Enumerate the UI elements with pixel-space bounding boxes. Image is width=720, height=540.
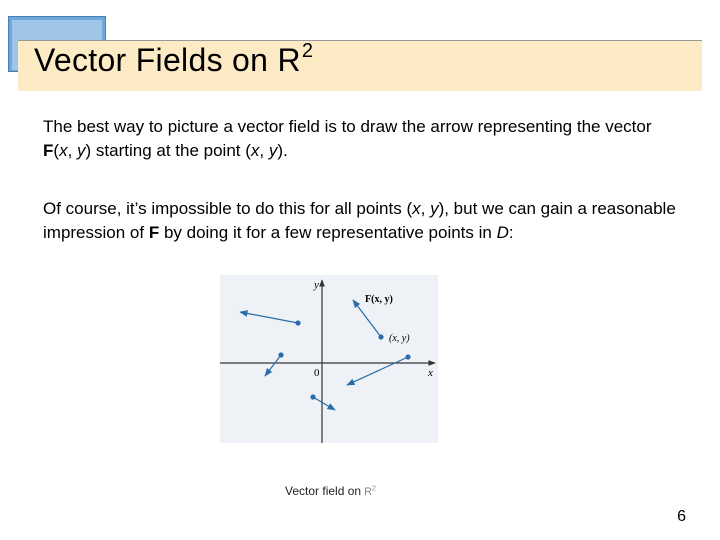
caption-exponent: 2 (372, 485, 376, 493)
p2-text-mid2: by doing it for a few representative points in (159, 223, 497, 242)
paragraph-2 (43, 197, 683, 245)
caption-r-symbol: R (364, 486, 373, 498)
p2-var-y: y (430, 199, 439, 218)
p1-var-y2: y (268, 141, 278, 160)
p1-vector-F: F (43, 141, 54, 160)
p1-var-x2: x (250, 141, 260, 160)
p2-text-end: : (508, 223, 514, 242)
origin-label: 0 (314, 367, 320, 379)
slide-title (34, 40, 313, 79)
p2-comma: , (420, 199, 431, 218)
vector-label: F(x, y) (365, 294, 393, 305)
x-axis-label: x (428, 367, 433, 379)
figure-background (220, 275, 438, 443)
y-axis-label: y (314, 279, 319, 291)
p2-domain-D: D (496, 223, 509, 242)
p1-var-x: x (59, 141, 68, 160)
p1-var-y: y (77, 141, 86, 160)
caption-r-symbol-group (364, 486, 376, 498)
p2-vector-F: F (148, 223, 160, 242)
point-label: (x, y) (389, 333, 410, 344)
p1-open-paren: ( (53, 141, 60, 160)
vector-field-figure (215, 275, 443, 445)
title-exponent: 2 (301, 40, 314, 62)
p1-text-end: ). (277, 141, 288, 160)
figure-caption (285, 484, 376, 498)
p2-text-mid: ), but we can gain a reasonable impression of (43, 199, 676, 242)
p1-comma2: , (259, 141, 269, 160)
title-r-symbol: R (277, 42, 301, 78)
p1-comma: , (67, 141, 78, 160)
caption-text: Vector field on (285, 484, 362, 498)
p2-var-x: x (412, 199, 421, 218)
p1-text-before: The best way to picture a vector field is to draw the arrow representing the vector (43, 117, 652, 136)
title-text: Vector Fields on (34, 42, 278, 78)
p2-text-before: Of course, it’s impossible to do this for all points ( (43, 199, 413, 218)
page-number: 6 (677, 508, 686, 525)
paragraph-1 (43, 115, 683, 163)
p1-text-mid: ) starting at the point ( (85, 141, 251, 160)
